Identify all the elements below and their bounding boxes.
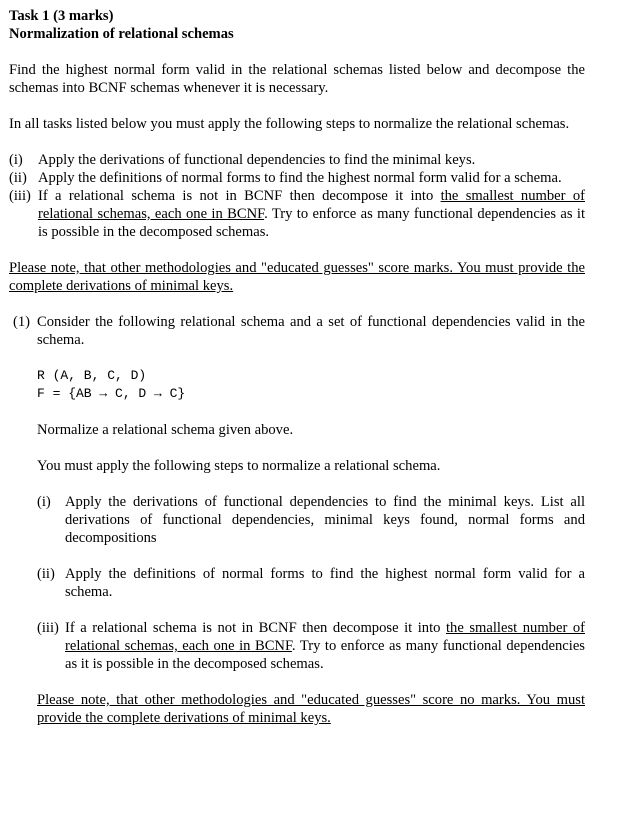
question-step-number: (ii) [37,566,55,582]
note-paragraph: Please note, that other methodologies and "educated guesses" score marks. You must provide the complete derivations of minimal keys. [9,260,585,294]
question-step-text: Apply the definitions of normal forms to find the highest normal form valid for a schema. [65,566,585,600]
step-text-post: . Try to enforce as many functional dependencies as it is possible in the decomposed schemas. [38,206,585,240]
step-text [38,187,585,241]
document-page [9,7,585,727]
question-step-number: (iii) [37,620,59,636]
schema-definition: R (A, B, C, D) [37,368,147,383]
question-step-item [37,619,585,673]
step-number: (ii) [9,170,27,186]
normalize-instruction: Normalize a relational schema given above. [37,422,294,438]
question-step-text: Apply the derivations of functional dependencies to find the minimal keys. List all derivations of functional dependencies, minimal keys found, normal forms and decompositions [65,494,585,546]
intro-paragraph-2: In all tasks listed below you must apply the following steps to normalize the relational schemas. [9,116,570,132]
functional-dependencies: F = {AB → C, D → C} [37,386,186,401]
step-item [9,151,585,169]
step-text: Apply the derivations of functional dependencies to find the minimal keys. [38,152,476,168]
question-body [37,313,585,727]
step-number: (iii) [9,188,31,204]
question-step-text-post: . Try to enforce as many functional dependencies as it is possible in the decomposed schemas. [65,638,585,672]
step-text-pre: If a relational schema is not in BCNF then decompose it into [38,188,441,204]
task-title: Task 1 (3 marks) [9,8,114,24]
question-1 [13,313,585,727]
question-number: (1) [13,314,31,330]
question-step-item [37,493,585,547]
question-step-number: (i) [37,494,51,510]
question-step-text-pre: If a relational schema is not in BCNF then decompose it into [65,620,446,636]
step-text-underlined: the smallest number of relational schemas, each one in BCNF [38,188,585,222]
steps-intro: You must apply the following steps to normalize a relational schema. [37,458,441,474]
question-step-text [65,619,585,673]
step-item [9,187,585,241]
task-subtitle: Normalization of relational schemas [9,26,234,42]
question-text: Consider the following relational schema and a set of functional dependencies valid in the schema. [37,314,585,348]
question-note: Please note, that other methodologies and "educated guesses" score no marks. You must provide the complete derivations of minimal keys. [37,692,585,726]
step-item [9,169,585,187]
step-text: Apply the definitions of normal forms to find the highest normal form valid for a schema. [38,170,562,186]
step-number: (i) [9,152,23,168]
question-step-text-underlined: the smallest number of relational schemas, each one in BCNF [65,620,585,654]
intro-paragraph-1: Find the highest normal form valid in the relational schemas listed below and decompose the schemas into BCNF schemas whenever it is necessary. [9,62,585,96]
question-step-item [37,565,585,601]
steps-list [9,151,585,241]
